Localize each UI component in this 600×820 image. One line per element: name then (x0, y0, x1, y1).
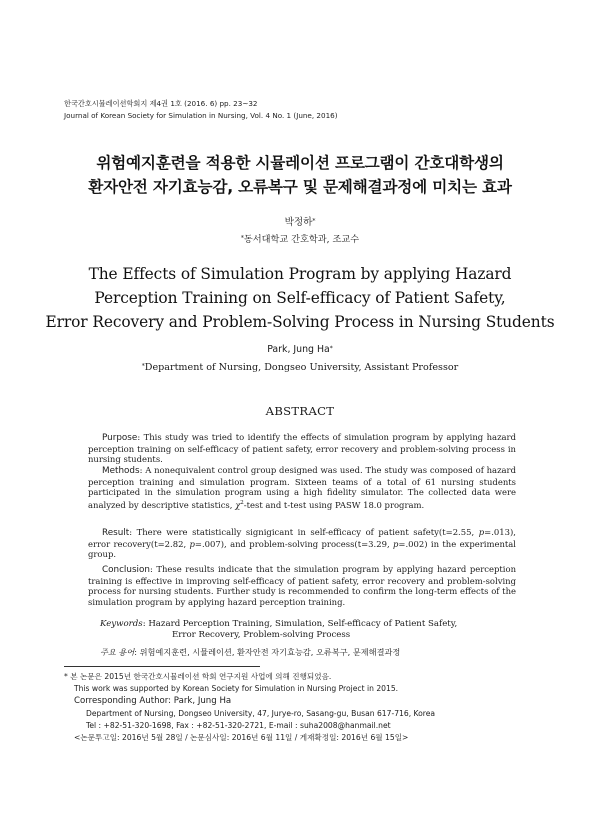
keywords-line-2: Error Recovery, Problem-solving Process (172, 630, 351, 640)
korean-author-name: 박정하 (284, 217, 313, 228)
footnote-funding-english: This work was supported by Korean Society for Simulation in Nursing Project in 2015. (74, 684, 399, 694)
korean-keywords (100, 647, 400, 658)
purpose-label: Purpose (102, 433, 138, 443)
korean-author-mark: * (312, 218, 316, 225)
korean-keywords-label: 주요 용어 (100, 647, 135, 657)
english-author-mark: * (329, 345, 333, 352)
journal-header (64, 98, 338, 122)
korean-title (0, 151, 600, 199)
conclusion-label: Conclusion (102, 565, 150, 575)
abstract-conclusion (88, 564, 516, 607)
korean-affiliation (0, 233, 600, 247)
result-text-1: : There were statistically signigicant in self-efficacy of patient safety(t=2.55, (129, 527, 479, 537)
result-label: Result (102, 528, 130, 538)
abstract-heading: ABSTRACT (265, 404, 335, 418)
korean-author (0, 216, 600, 230)
keywords (100, 619, 457, 641)
korean-keywords-text: : 위험예지훈련, 시뮬레이션, 환자안전 자기효능감, 오류복구, 문제해결과정 (134, 647, 401, 657)
journal-korean: 한국간호시뮬레이션학회지 제4권 1호 (2016. 6) pp. 23~32 (64, 99, 258, 108)
methods-label: Methods (102, 466, 140, 476)
methods-text-2: -test and t-test using PASW 18.0 program. (243, 499, 425, 510)
corresponding-address: Department of Nursing, Dongseo University, 47, Jurye-ro, Sasang-gu, Busan 617-716, Korea (86, 708, 436, 718)
journal-english: Journal of Korean Society for Simulation in Nursing, Vol. 4 No. 1 (June, 2016) (64, 111, 338, 120)
english-affiliation-text: Department of Nursing, Dongseo University, Assistant Professor (144, 362, 459, 373)
corresponding-author: Corresponding Author: Park, Jung Ha (74, 696, 232, 707)
result-text-3: =.007), and problem-solving process(t=3.29, (194, 538, 393, 549)
english-title (0, 262, 600, 334)
methods-chi: χ (235, 499, 241, 510)
footnote-funding-korean: * 본 논문은 2015년 한국간호시뮬레이션 학회 연구지원 사업에 의해 진행되었음. (64, 672, 332, 681)
korean-title-line-2: 환자안전 자기효능감, 오류복구 및 문제해결과정에 미치는 효과 (88, 178, 512, 196)
conclusion-text: : These results indicate that the simulation program by applying hazard perception training is effective in improving self-efficacy of patient safety, error recovery and problem-solving process for nursing students. Further study is recommended to confirm the long-term effects of the simulation program by applying hazard perception training. (88, 564, 516, 607)
english-affiliation (0, 361, 600, 375)
english-author (0, 343, 600, 357)
english-title-line-1: The Effects of Simulation Program by applying Hazard (88, 265, 512, 283)
purpose-text: : This study was tried to identify the effects of simulation program by applying hazard perception training on self-efficacy of patient safety, error recovery and problem-solving process in nursing students. (88, 432, 516, 464)
keywords-line-1: : Hazard Perception Training, Simulation, Self-efficacy of Patient Safety, (142, 619, 458, 629)
english-title-line-2: Perception Training on Self-efficacy of Patient Safety, (94, 289, 506, 307)
korean-affiliation-mark: * (240, 235, 244, 242)
abstract-methods (88, 465, 516, 510)
english-affiliation-mark: * (141, 363, 145, 370)
korean-affiliation-text: 동서대학교 간호학과, 조교수 (243, 234, 360, 245)
english-author-name: Park, Jung Ha (267, 344, 330, 355)
korean-title-line-1: 위험예지훈련을 적용한 시뮬레이션 프로그램이 간호대학생의 (96, 154, 504, 172)
keywords-label: Keywords (100, 619, 143, 629)
result-text-2: =.013), error recovery(t=2.82, (88, 527, 516, 549)
corresponding-contact: Tel : +82-51-320-1698, Fax : +82-51-320-2721, E-mail : suha2008@hanmail.net (86, 720, 391, 730)
result-p-2: p (189, 538, 195, 549)
footnote-divider (64, 666, 260, 667)
methods-text-1: : A nonequivalent control group designed was used. The study was composed of hazard perception training and simulation program. Sixteen teams of a total of 61 nursing students participated in the simulation program using a high fidelity simulator. The collected data were analyzed by descriptive statistics, (88, 465, 516, 510)
abstract-purpose (88, 432, 516, 465)
result-p-1: p (478, 527, 485, 537)
footnotes (64, 671, 544, 744)
abstract-result (88, 527, 516, 560)
methods-chi-sup: 2 (240, 499, 244, 506)
submission-dates: <논문투고일: 2016년 5월 28일 / 논문심사일: 2016년 6월 11일 / 게재확정일: 2016년 6월 15일> (74, 733, 409, 743)
english-title-line-3: Error Recovery and Problem-Solving Process in Nursing Students (45, 313, 555, 331)
result-p-3: p (393, 538, 399, 549)
result-text-4: =.002) in the experimental group. (88, 538, 516, 559)
